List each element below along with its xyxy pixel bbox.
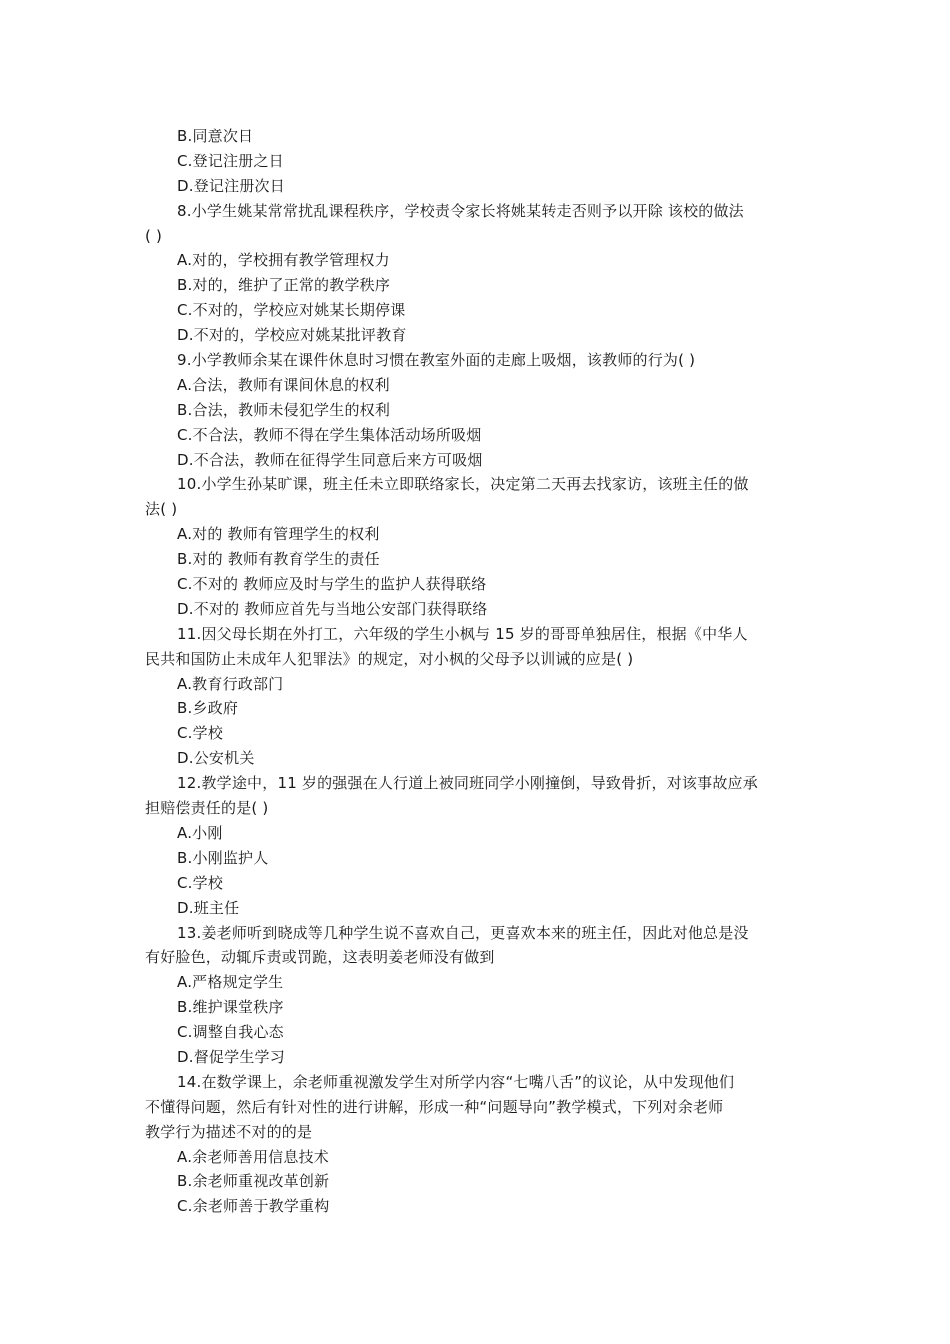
question-8-line-1: 8.小学生姚某常常扰乱课程秩序，学校责令家长将姚某转走否则予以开除 该校的做法: [177, 201, 744, 220]
option-line: A.对的，学校拥有教学管理权力: [177, 251, 390, 270]
question-9-line-1: 9.小学教师余某在课件休息时习惯在教室外面的走廊上吸烟，该教师的行为( ): [177, 351, 696, 370]
option-line: B.同意次日: [177, 127, 254, 145]
option-line: B.对的，维护了正常的教学秩序: [177, 276, 391, 295]
question-10-line-2: 法( ): [145, 500, 178, 519]
question-14-line-2: 不懂得问题，然后有针对性的进行讲解，形成一种“问题导向”教学模式，下列对余老师: [145, 1097, 724, 1116]
option-line: D.不合法，教师在征得学生同意后来方可吸烟: [177, 450, 483, 469]
option-line: D.班主任: [177, 898, 240, 917]
option-line: C.不对的 教师应及时与学生的监护人获得联络: [177, 575, 487, 594]
option-line: D.不对的 教师应首先与当地公安部门获得联络: [177, 599, 488, 618]
option-line: A.余老师善用信息技术: [177, 1147, 329, 1166]
question-11-line-2: 民共和国防止未成年人犯罪法》的规定，对小枫的父母予以训诫的应是( ): [145, 649, 634, 668]
question-13-line-1: 13.姜老师听到晓成等几种学生说不喜欢自己，更喜欢本来的班主任，因此对他总是没: [177, 923, 749, 942]
option-line: C.余老师善于教学重构: [177, 1197, 330, 1216]
option-line: C.调整自我心态: [177, 1023, 284, 1042]
question-12-line-1: 12.教学途中，11 岁的强强在人行道上被同班同学小刚撞倒，导致骨折，对该事故应承: [177, 774, 758, 793]
option-line: B.维护课堂秩序: [177, 998, 284, 1017]
option-line: C.不合法，教师不得在学生集体活动场所吸烟: [177, 425, 482, 444]
option-line: D.登记注册次日: [177, 176, 285, 195]
option-line: A.教育行政部门: [177, 674, 284, 693]
option-line: B.合法，教师未侵犯学生的权利: [177, 400, 391, 419]
question-11-line-1: 11.因父母长期在外打工，六年级的学生小枫与 15 岁的哥哥单独居住，根据《中华人: [177, 624, 748, 643]
option-line: C.学校: [177, 873, 224, 892]
option-line: B.余老师重视改革创新: [177, 1172, 330, 1191]
option-line: B.乡政府: [177, 699, 239, 718]
question-10-line-1: 10.小学生孙某旷课，班主任未立即联络家长，决定第二天再去找家访，该班主任的做: [177, 475, 749, 494]
question-14-line-3: 教学行为描述不对的的是: [145, 1122, 313, 1141]
option-line: B.对的 教师有教育学生的责任: [177, 550, 380, 569]
option-line: C.登记注册之日: [177, 151, 284, 170]
option-line: C.学校: [177, 724, 224, 743]
question-8-line-2: ( ): [145, 226, 163, 245]
option-line: D.督促学生学习: [177, 1047, 285, 1066]
question-13-line-2: 有好脸色，动辄斥责或罚跪，这表明姜老师没有做到: [145, 948, 495, 967]
option-line: D.公安机关: [177, 749, 255, 768]
option-line: A.对的 教师有管理学生的权利: [177, 525, 380, 544]
option-line: C.不对的，学校应对姚某长期停课: [177, 301, 406, 320]
document-body: [145, 124, 808, 1219]
option-line: D.不对的，学校应对姚某批评教育: [177, 326, 407, 345]
option-line: A.合法，教师有课间休息的权利: [177, 375, 390, 394]
option-line: A.严格规定学生: [177, 973, 284, 992]
option-line: B.小刚监护人: [177, 848, 269, 867]
question-12-line-2: 担赔偿责任的是( ): [145, 799, 269, 818]
option-line: A.小刚: [177, 823, 223, 842]
question-14-line-1: 14.在数学课上，余老师重视激发学生对所学内容“七嘴八舌”的议论，从中发现他们: [177, 1072, 735, 1091]
